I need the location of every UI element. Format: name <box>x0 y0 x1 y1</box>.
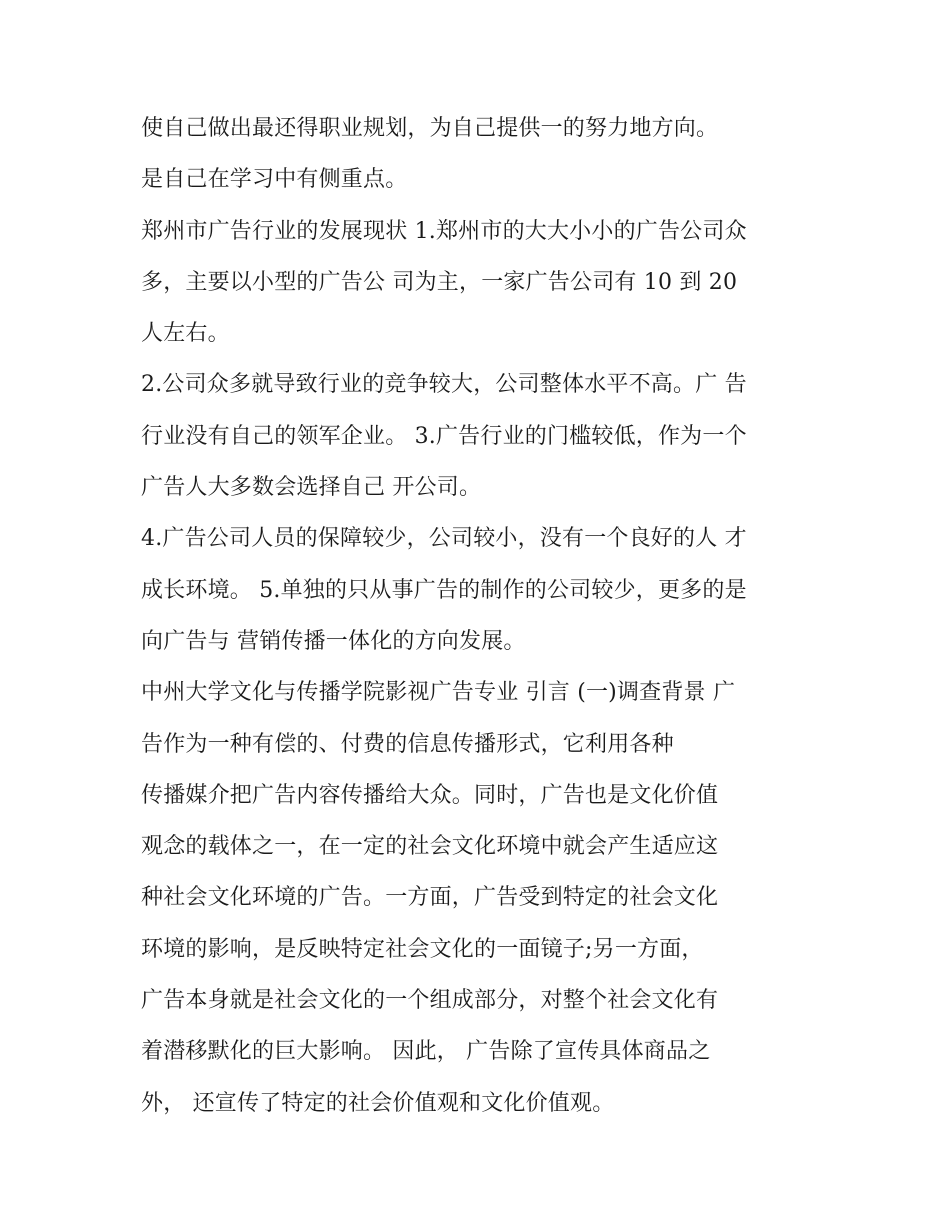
text-line: 着潜移默化的巨大影响。 因此， 广告除了宣传具体商品之 <box>141 1039 711 1065</box>
text-line: 多，主要以小型的广告公 司为主，一家广告公司有 10 到 20 <box>141 269 738 295</box>
text-line: 种社会文化环境的广告。一方面，广告受到特定的社会文化 <box>141 885 719 911</box>
text-line: 广告本身就是社会文化的一个组成部分，对整个社会文化有 <box>141 988 719 1014</box>
text-line: 行业没有自己的领军企业。 3.广告行业的门槛较低，作为一个 <box>141 423 747 449</box>
text-line: 外， 还宣传了特定的社会价值观和文化价值观。 <box>141 1090 615 1116</box>
text-line: 郑州市广告行业的发展现状 1.郑州市的大大小小的广告公司众 <box>141 218 747 244</box>
text-line: 观念的载体之一，在一定的社会文化环境中就会产生适应这 <box>141 834 719 860</box>
text-line: 广告人大多数会选择自己 开公司。 <box>141 475 482 501</box>
text-line: 成长环境。 5.单独的只从事广告的制作的公司较少，更多的是 <box>141 577 747 603</box>
text-line: 向广告与 营销传播一体化的方向发展。 <box>141 628 526 654</box>
text-line: 是自己在学习中有侧重点。 <box>141 167 408 193</box>
text-line: 使自己做出最还得职业规划，为自己提供一的努力地方向。 <box>141 116 719 141</box>
text-line: 中州大学文化与传播学院影视广告专业 引言 (一)调查背景 广 <box>141 680 736 706</box>
text-line: 传播媒介把广告内容传播给大众。同时，广告也是文化价值 <box>141 782 719 808</box>
document-body <box>141 103 821 1129</box>
text-line: 环境的影响，是反映特定社会文化的一面镜子;另一方面， <box>141 936 704 962</box>
text-line: 人左右。 <box>141 321 230 347</box>
text-line: 2.公司众多就导致行业的竞争较大，公司整体水平不高。广 告 <box>141 372 747 398</box>
text-line: 告作为一种有偿的、付费的信息传播形式，它利用各种 <box>141 731 674 757</box>
text-line: 4.广告公司人员的保障较少，公司较小，没有一个良好的人 才 <box>141 526 747 552</box>
